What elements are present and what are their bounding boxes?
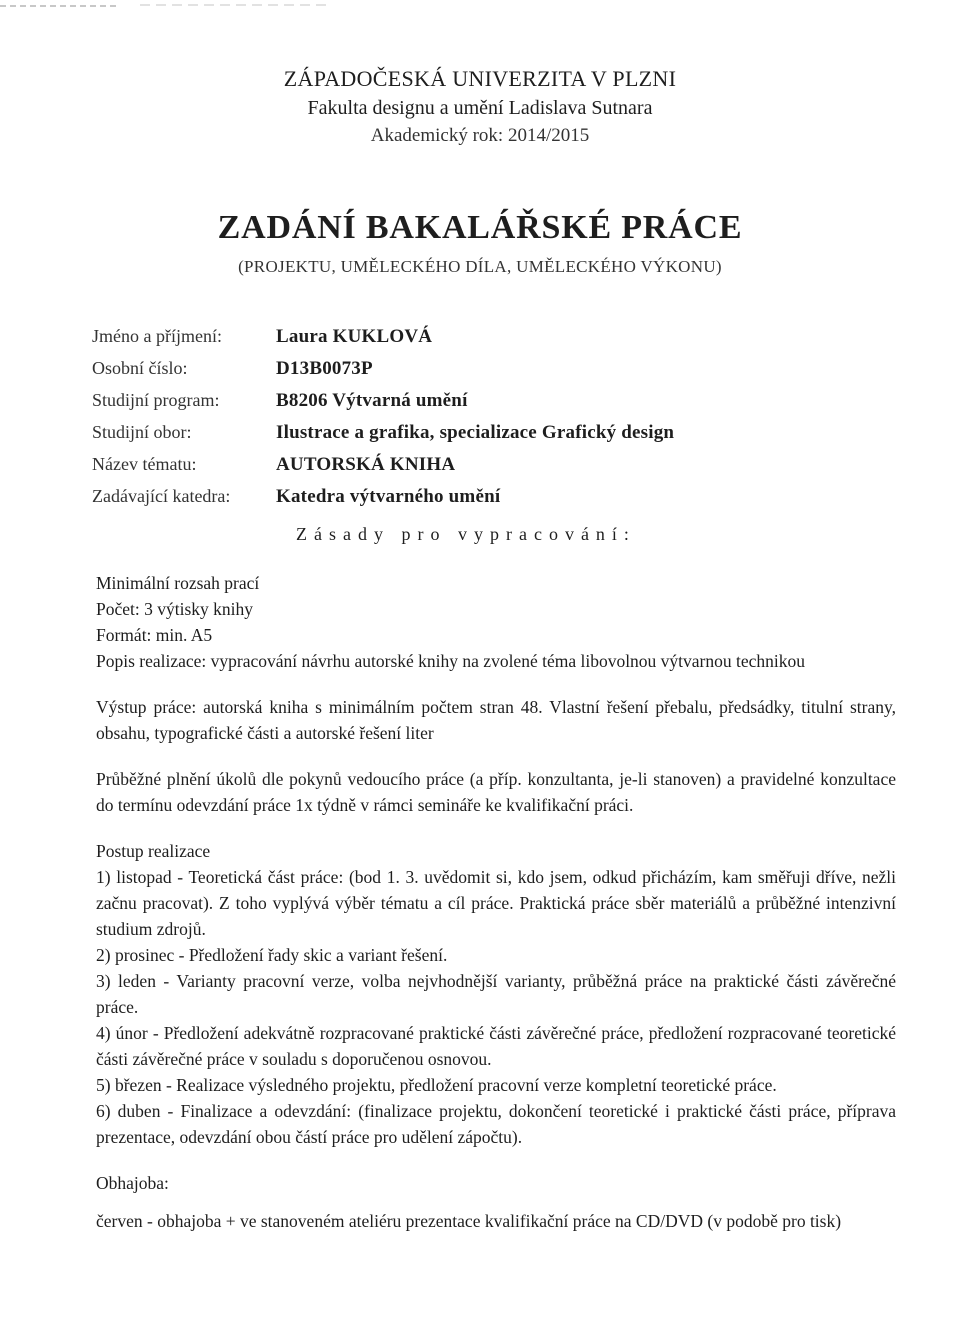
faculty-name: Fakulta designu a umění Ladislava Sutnara (307, 97, 653, 119)
procedure-step-6: 6) duben - Finalizace a odevzdání: (finalizace projektu, dokončení teoretické i praktické části práce, příprava prezentace, odevzdání obou částí práce pro udělení zápočtu). (96, 1101, 896, 1147)
spacer (96, 746, 896, 766)
description-paragraph: Popis realizace: vypracování návrhu autorské knihy na zvolené téma libovolnou výtvarnou technikou (96, 651, 806, 671)
defense-heading: Obhajoba: (96, 1173, 169, 1193)
document-subtitle: (PROJEKTU, UMĚLECKÉHO DÍLA, UMĚLECKÉHO VÝKONU) (238, 257, 722, 276)
ongoing-paragraph: Průběžné plnění úkolů dle pokynů vedoucího práce (a příp. konzultanta, je-li stanoven) a pravidelné konzultace do termínu odevzdání práce 1x týdně v rámci semináře ke kvalifikační práci. (96, 769, 896, 815)
info-row-topic (92, 454, 912, 486)
spacer (96, 674, 896, 694)
info-row-department (92, 486, 912, 518)
department-label: Zadávající katedra: (92, 486, 231, 506)
info-row-field (92, 422, 912, 454)
info-row-personal-number (92, 358, 912, 390)
personal-number-value: D13B0073P (276, 358, 373, 379)
academic-year: Akademický rok: 2014/2015 (370, 125, 590, 146)
department-value: Katedra výtvarného umění (276, 486, 501, 507)
procedure-step-5: 5) březen - Realizace výsledného projektu, předložení pracovní verze kompletní teoretické práce. (96, 1075, 777, 1095)
procedure-step-4: 4) únor - Předložení adekvátně rozpracované praktické části závěrečné práce, předložení rozpracované teoretické části závěrečné práce v souladu s doporučenou osnovou. (96, 1023, 896, 1069)
format-line: Formát: min. A5 (96, 625, 213, 645)
personal-number-label: Osobní číslo: (92, 358, 188, 378)
title-block (0, 205, 960, 279)
name-label: Jméno a příjmení: (92, 326, 222, 346)
procedure-heading: Postup realizace (96, 841, 211, 861)
program-value: B8206 Výtvarná umění (276, 390, 468, 411)
spacer (96, 1150, 896, 1170)
document-title: ZADÁNÍ BAKALÁŘSKÉ PRÁCE (217, 209, 743, 246)
spacer (96, 1196, 896, 1208)
section-heading: Zásady pro vypracování: (296, 524, 636, 544)
procedure-step-3: 3) leden - Varianty pracovní verze, volba nejvhodnější varianty, průběžná práce na praktické části závěrečné práce. (96, 971, 896, 1017)
info-row-name (92, 326, 912, 358)
defense-paragraph: červen - obhajoba + ve stanoveném ateliéru prezentace kvalifikační práce na CD/DVD (v podobě pro tisk) (96, 1211, 842, 1231)
procedure-step-2: 2) prosinec - Předložení řady skic a variant řešení. (96, 945, 448, 965)
topic-label: Název tématu: (92, 454, 197, 474)
spacer (96, 818, 896, 838)
info-row-program (92, 390, 912, 422)
topic-value: AUTORSKÁ KNIHA (276, 454, 456, 475)
output-paragraph: Výstup práce: autorská kniha s minimálním počtem stran 48. Vlastní řešení přebalu, předsádky, titulní strany, obsahu, typografické části a autorské řešení liter (96, 697, 896, 743)
min-scope-line: Minimální rozsah prací (96, 573, 260, 593)
procedure-step-1: 1) listopad - Teoretická část práce: (bod 1. 3. uvědomit si, kdo jsem, odkud přicházím, kam směřuji dříve, nežli začnu pracovat). Z toho vyplývá výběr tématu a cíl práce. Praktická práce sběr materiálů a průběžné intenzivní studium zdrojů. (96, 867, 896, 939)
field-value: Ilustrace a grafika, specializace Grafický design (276, 422, 675, 443)
count-line: Počet: 3 výtisky knihy (96, 599, 254, 619)
scan-edge-marks (0, 0, 960, 14)
university-name: ZÁPADOČESKÁ UNIVERZITA V PLZNI (283, 66, 677, 91)
document-header (0, 64, 960, 150)
document-body (96, 570, 896, 1234)
program-label: Studijní program: (92, 390, 220, 410)
student-info (92, 326, 912, 518)
name-value: Laura KUKLOVÁ (276, 326, 433, 347)
field-label: Studijní obor: (92, 422, 192, 442)
